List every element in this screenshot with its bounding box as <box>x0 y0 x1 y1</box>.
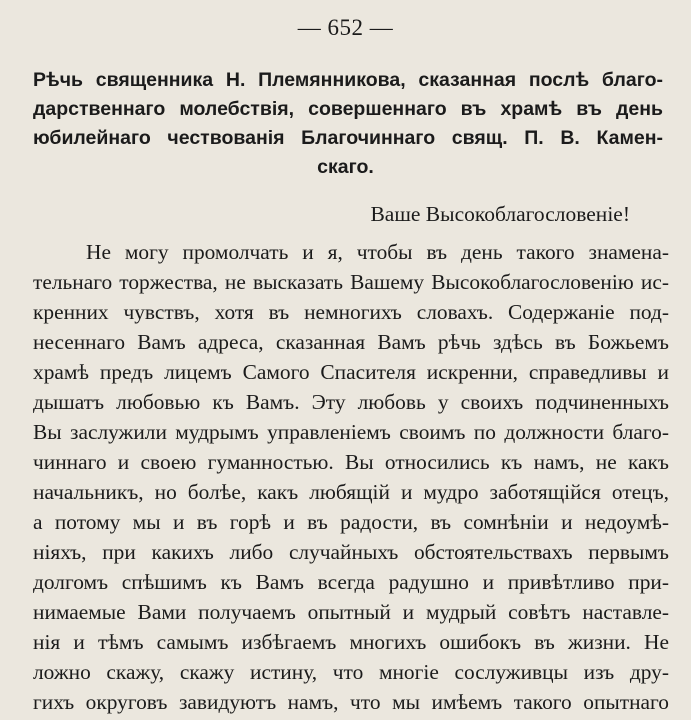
body-line: а потому мы и въ горѣ и въ радости, въ сомнѣніи и недоумѣ- <box>33 510 669 534</box>
body-line: несеннаго Вамъ адреса, сказанная Вамъ рѣчь здѣсь въ Божьемъ <box>33 330 669 354</box>
body-line: Не могу промолчать и я, чтобы въ день такого знамена- <box>86 240 669 264</box>
title-line: Рѣчь священника Н. Племянникова, сказанная послѣ благо- <box>33 69 663 91</box>
body-line: начальникъ, но болѣе, какъ любящій и мудро заботящійся отецъ, <box>33 480 669 504</box>
body-line: Вы заслужили мудрымъ управленіемъ своимъ по должности благо- <box>33 420 669 444</box>
title-line: юбилейнаго чествованія Благочиннаго свящ. П. В. Камен- <box>33 127 663 149</box>
title-line: дарственнаго молебствія, совершеннаго въ храмѣ въ день <box>33 98 663 120</box>
body-line: нимаемые Вами получаемъ опытный и мудрый совѣтъ наставле- <box>33 600 669 624</box>
page-number: — 652 — <box>297 15 394 40</box>
title-line: скаго. <box>317 156 374 178</box>
body-line: чиннаго и своею гуманностью. Вы относились къ намъ, не какъ <box>33 450 669 474</box>
body-line: тельнаго торжества, не высказать Вашему Высокоблагословенію ис- <box>33 270 669 294</box>
body-line: кренних чувствъ, хотя въ немногихъ словахъ. Содержаніе под- <box>33 300 669 324</box>
body-line: ложно скажу, скажу истину, что многіе сослуживцы изъ дру- <box>33 660 669 684</box>
body-line: храмѣ предъ лицемъ Самого Спасителя искренни, справедливы и <box>33 360 669 384</box>
body-line: дышатъ любовью къ Вамъ. Эту любовь у своихъ подчиненныхъ <box>33 390 669 414</box>
body-line: ніяхъ, при какихъ либо случайныхъ обстоятельствахъ первымъ <box>33 540 669 564</box>
body-line: долгомъ спѣшимъ къ Вамъ всегда радушно и привѣтливо при- <box>33 570 669 594</box>
body-line: гихъ округовъ завидуютъ намъ, что мы имѣемъ такого опытнаго <box>33 690 669 714</box>
body-line: нія и тѣмъ самымъ избѣгаемъ многихъ ошибокъ въ жизни. Не <box>33 630 669 654</box>
salutation: Ваше Высокоблагословеніе! <box>370 202 630 226</box>
